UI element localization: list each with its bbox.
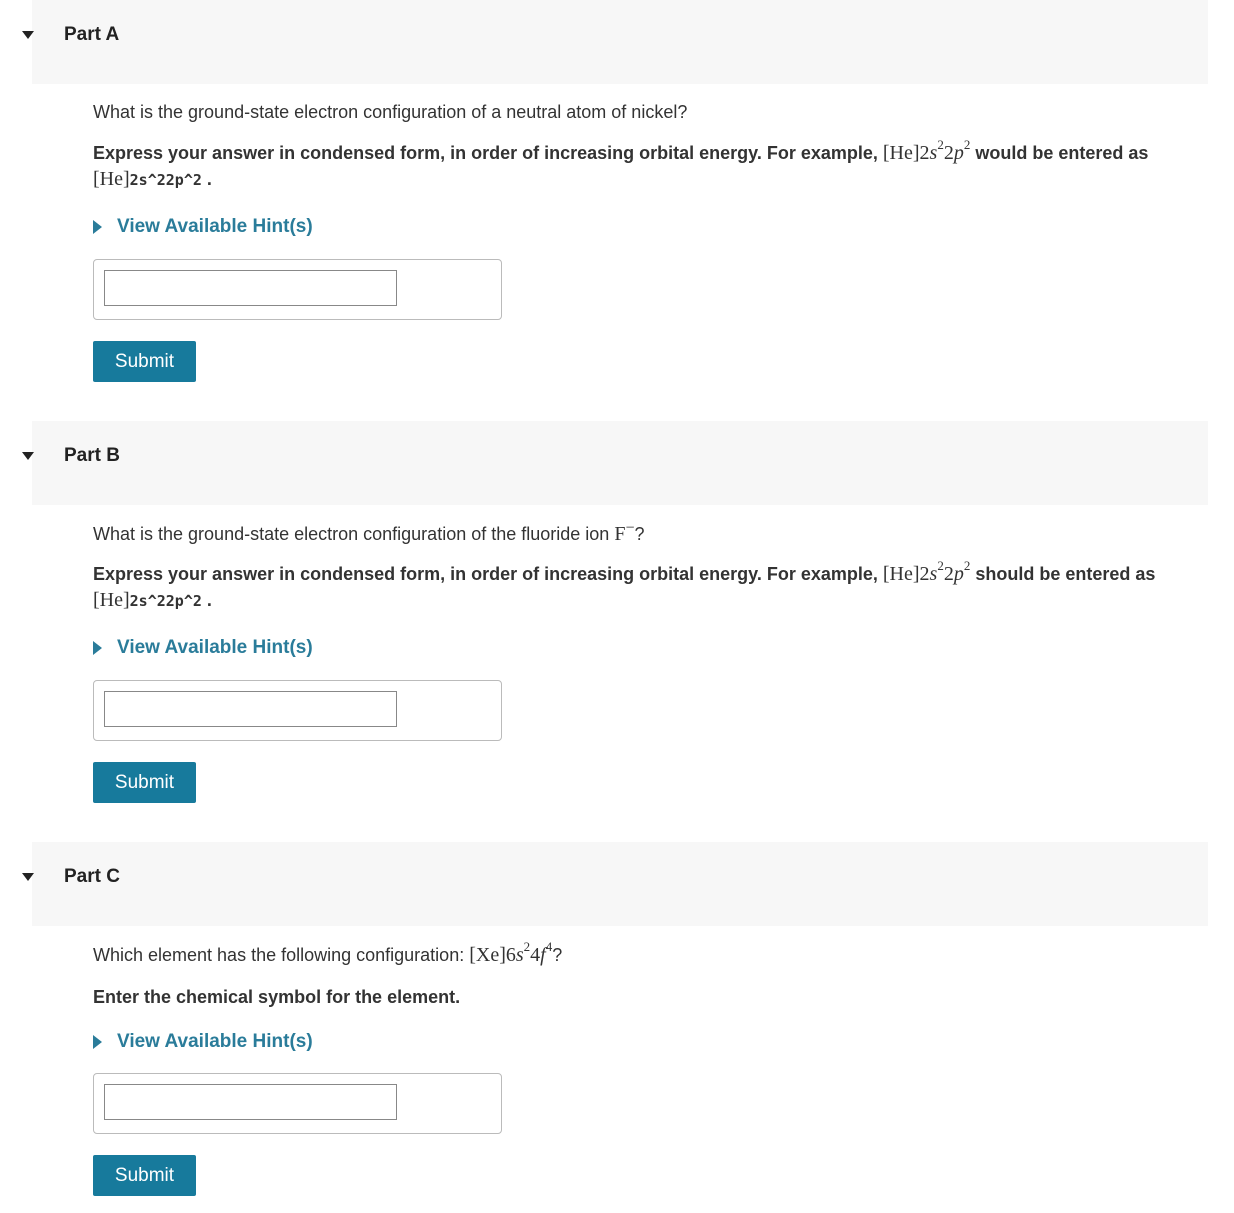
part-a-instructions: Express your answer in condensed form, in order of increasing orbital energy. For example, $[He]2s^22p^2$ would be entered as [He]2s^22p^2 . xyxy=(93,137,1149,190)
view-hints-link[interactable] xyxy=(93,216,313,238)
submit-button[interactable]: Submit xyxy=(93,1155,196,1196)
answer-input[interactable] xyxy=(104,270,397,306)
caret-right-icon xyxy=(93,641,102,655)
submit-button[interactable]: Submit xyxy=(93,341,196,382)
submit-button[interactable]: Submit xyxy=(93,762,196,803)
entered-example: 2s^22p^2 xyxy=(129,171,202,189)
answer-box xyxy=(93,680,502,741)
part-b-title: Part B xyxy=(64,445,120,466)
part-c-question: Which element has the following configuration: $[Xe]6s^24f^4$? xyxy=(93,939,563,966)
part-a-title: Part A xyxy=(64,24,120,45)
part-c-header[interactable] xyxy=(32,842,1208,926)
caret-right-icon xyxy=(93,1035,102,1049)
answer-box xyxy=(93,1073,502,1134)
example-formula: $[He]2s^22p^2$ xyxy=(882,558,971,585)
example-formula: $[He]2s^22p^2$ xyxy=(882,137,971,164)
view-hints-label: View Available Hint(s) xyxy=(117,1031,313,1052)
answer-input[interactable] xyxy=(104,1084,397,1120)
caret-right-icon xyxy=(93,220,102,234)
part-b-instructions: Express your answer in condensed form, in order of increasing orbital energy. For example, $[He]2s^22p^2$ should be entered as [He]2s^22p^2 . xyxy=(93,558,1156,611)
entered-example: 2s^22p^2 xyxy=(129,592,202,610)
view-hints-label: View Available Hint(s) xyxy=(117,216,313,237)
part-c-instructions: Enter the chemical symbol for the element. xyxy=(93,987,461,1007)
part-c-title: Part C xyxy=(64,866,120,887)
view-hints-label: View Available Hint(s) xyxy=(117,637,313,658)
collapse-triangle-icon[interactable] xyxy=(22,873,34,881)
collapse-triangle-icon[interactable] xyxy=(22,452,34,460)
part-a-question: What is the ground-state electron configuration of a neutral atom of nickel? xyxy=(93,102,688,122)
answer-box xyxy=(93,259,502,320)
view-hints-link[interactable] xyxy=(93,637,313,659)
collapse-triangle-icon[interactable] xyxy=(22,31,34,39)
part-a-header[interactable] xyxy=(32,0,1208,84)
answer-input[interactable] xyxy=(104,691,397,727)
part-b-question: What is the ground-state electron configuration of the fluoride ion F−? xyxy=(93,519,645,545)
part-b-header[interactable] xyxy=(32,421,1208,505)
view-hints-link[interactable] xyxy=(93,1031,313,1053)
configuration-formula: $[Xe]6s^24f^4$ xyxy=(469,939,553,966)
